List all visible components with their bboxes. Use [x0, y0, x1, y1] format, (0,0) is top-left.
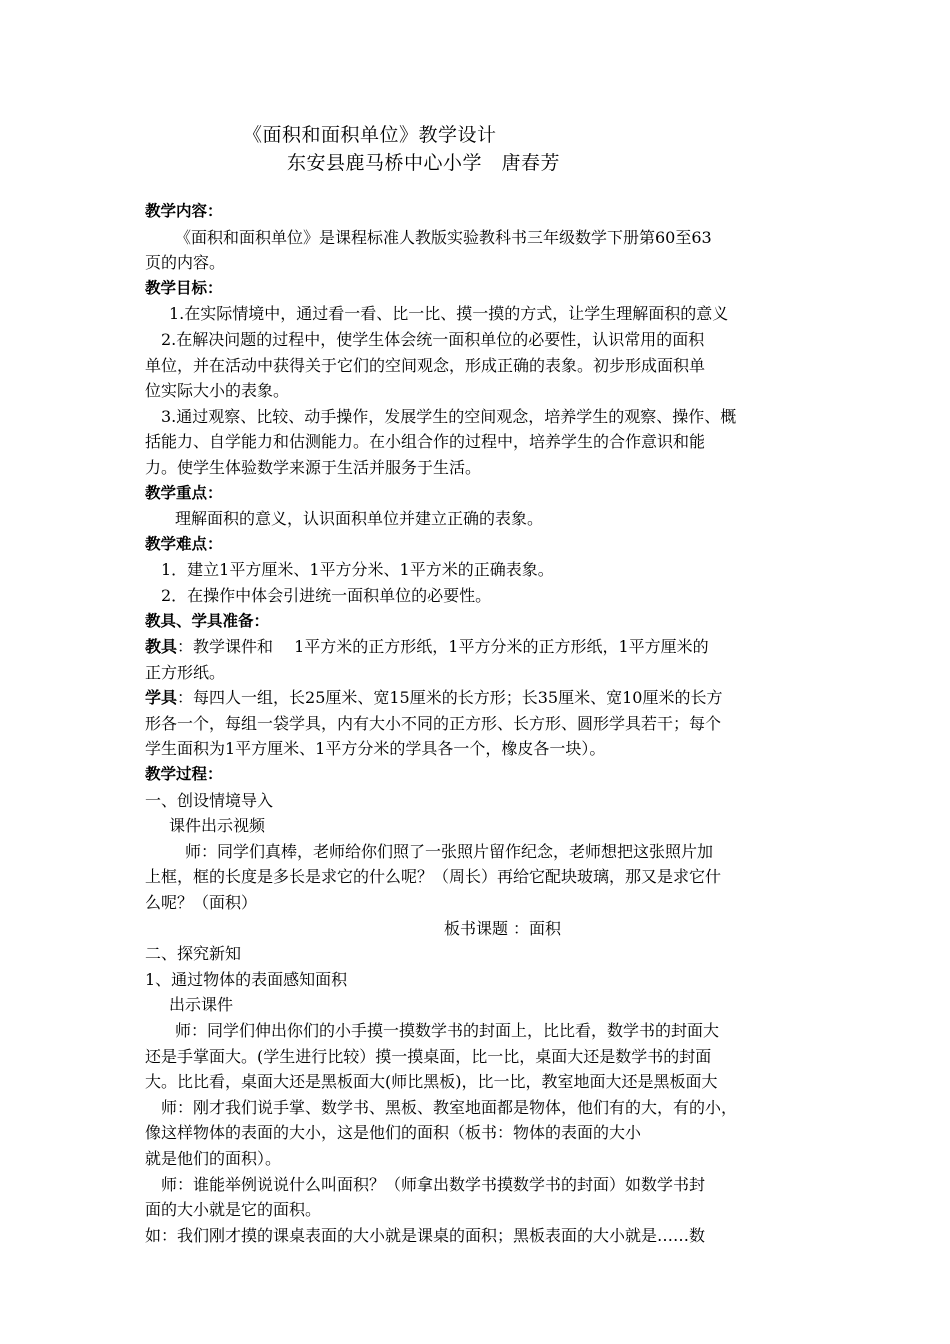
paragraph-line: 像这样物体的表面的大小，这是他们的面积（板书：物体的表面的大小 [145, 1123, 642, 1143]
paragraph-line: 正方形纸。 [145, 662, 226, 682]
paragraph-line: 面的大小就是它的面积。 [145, 1200, 322, 1220]
paragraph-line: 形各一个，每组一袋学具，内有大小不同的正方形、长方形、圆形学具若干；每个 [145, 713, 722, 733]
paragraph-line: 单位，并在活动中获得关于它们的空间观念，形成正确的表象。初步形成面积单 [145, 355, 706, 375]
heading-key-points: 教学重点： [145, 483, 223, 502]
heading-goals: 教学目标： [145, 278, 223, 297]
heading-tools: 教具、学具准备： [145, 611, 270, 630]
heading-difficult-points: 教学难点： [145, 534, 223, 553]
heading-process: 教学过程： [145, 765, 223, 784]
paragraph-line [145, 634, 810, 660]
paragraph-line: 师：刚才我们说手掌、数学书、黑板、教室地面都是物体，他们有的大，有的小， [161, 1097, 738, 1117]
board-title: 板书课题 ：面积 [443, 918, 562, 938]
paragraph-line: 学生面积为1平方厘米、1平方分米的学具各一个，橡皮各一块）。 [145, 739, 606, 759]
paragraph-line: 大。比比看，桌面大还是黑板面大(师比黑板)，比一比，教室地面大还是黑板面大 [145, 1072, 718, 1092]
paragraph-line: 师：谁能举例说说什么叫面积？（师拿出数学书摸数学书的封面）如数学书封 [161, 1174, 706, 1194]
doc-title: 《面积和面积单位》教学设计 [243, 124, 497, 146]
paragraph-line: 力。使学生体验数学来源于生活并服务于生活。 [145, 457, 482, 477]
heading-content: 教学内容： [145, 202, 223, 220]
subsection-title: 1、通过物体的表面感知面积 [145, 969, 348, 989]
paragraph-line: 2.在解决问题的过程中，使学生体会统一面积单位的必要性，认识常用的面积 [161, 329, 705, 349]
tools-text: ：教学课件和 1平方米的正方形纸，1平方分米的正方形纸，1平方厘米的 [177, 637, 709, 657]
paragraph-line: 位实际大小的表象。 [145, 381, 290, 401]
section-title: 一、创设情境导入 [145, 790, 274, 810]
paragraph-line: 1．建立1平方厘米、1平方分米、1平方米的正确表象。 [161, 560, 554, 580]
paragraph-line: 理解面积的意义，认识面积单位并建立正确的表象。 [175, 509, 544, 529]
doc-body [145, 199, 810, 1248]
paragraph-line: 就是他们的面积）。 [145, 1148, 282, 1168]
paragraph-line: 括能力、自学能力和估测能力。在小组合作的过程中，培养学生的合作意识和能 [145, 432, 706, 452]
paragraph-line: 课件出示视频 [169, 816, 266, 836]
doc-subtitle: 东安县鹿马桥中心小学 唐春芳 [287, 152, 561, 174]
paragraph-line: 么呢？（面积） [145, 893, 258, 913]
paragraph-line: 师：同学们伸出你们的小手摸一摸数学书的封面上，比比看，数学书的封面大 [175, 1021, 720, 1040]
paragraph-line: 《面积和面积单位》是课程标准人教版实验教科书三年级数学下册第60至63 [175, 227, 712, 247]
paragraph-line: 3.通过观察、比较、动手操作，发展学生的空间观念，培养学生的观察、操作、概 [161, 406, 737, 426]
paragraph-line: 出示课件 [169, 995, 234, 1015]
paragraph-line: 页的内容。 [145, 253, 226, 273]
student-tools-label: 学具 [145, 688, 178, 708]
tools-label: 教具 [145, 637, 178, 657]
paragraph-line: 2．在操作中体会引进统一面积单位的必要性。 [161, 585, 492, 605]
paragraph-line: 如：我们刚才摸的课桌表面的大小就是课桌的面积；黑板表面的大小就是……数 [145, 1225, 706, 1245]
student-tools-text: ：每四人一组，长25厘米、宽15厘米的长方形；长35厘米、宽10厘米的长方 [177, 688, 723, 708]
paragraph-line: 还是手掌面大。(学生进行比较）摸一摸桌面，比一比，桌面大还是数学书的封面 [145, 1046, 712, 1066]
section-title: 二、探究新知 [145, 944, 242, 964]
paragraph-line: 1.在实际情境中，通过看一看、比一比、摸一摸的方式，让学生理解面积的意义 [169, 304, 729, 324]
paragraph-line [145, 685, 810, 711]
paragraph-line: 上框，框的长度是多长是求它的什么呢？（周长）再给它配块玻璃，那又是求它什 [145, 867, 722, 887]
paragraph-line: 师：同学们真棒，老师给你们照了一张照片留作纪念，老师想把这张照片加 [185, 841, 714, 861]
